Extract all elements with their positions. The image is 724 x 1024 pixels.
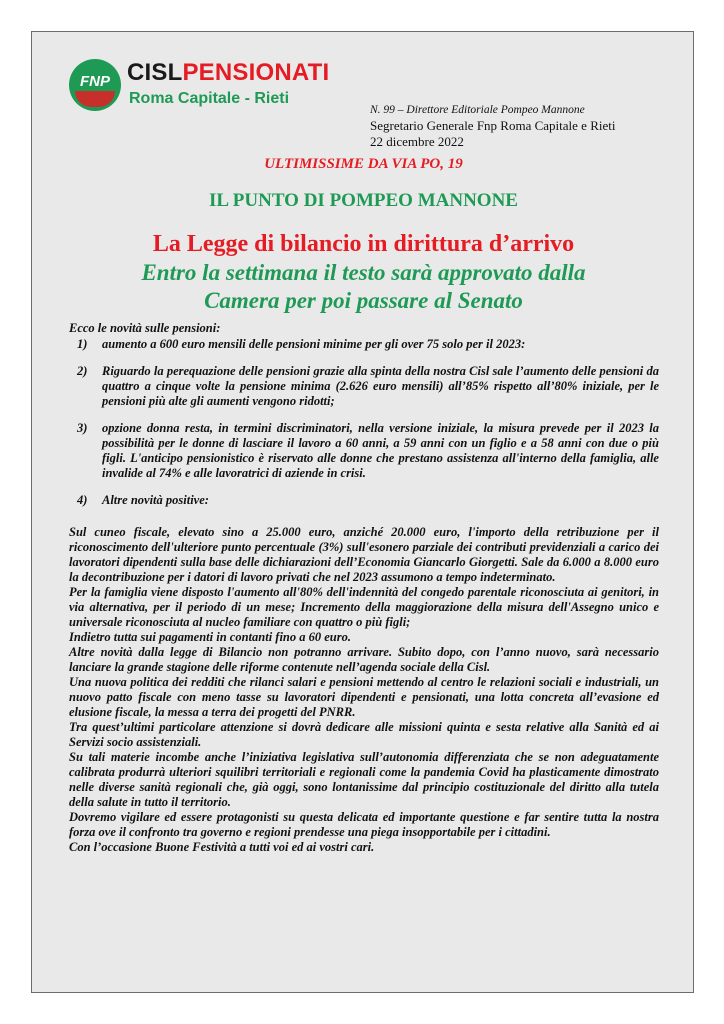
list-item-number: 4) [77,493,88,507]
list-item-text: Riguardo la perequazione delle pensioni grazie alla spinta della nostra Cisl sale l’aumento delle pensioni da quattro a cinque volte la pensione minima (2.626 euro mensili) all’85% rispetto all’80% iniziale, per le pensioni più alte gli aumenti vengono ridotti; [102,364,659,408]
issue-meta [370,102,615,150]
list-item-number: 3) [77,421,88,435]
subtitle-line-1: Entro la settimana il testo sarà approvato dalla [141,260,586,285]
logo-brand-cisl: CISL [127,59,183,86]
list-item-number: 1) [77,337,88,351]
paragraph: Altre novità dalla legge di Bilancio non potranno arrivare. Subito dopo, con l’anno nuovo, sarà necessario lanciare la grande stagione delle riforme contenute nell’agenda sociale della Cisl. [69,645,659,674]
paragraph: Una nuova politica dei redditi che rilanci salari e pensioni mettendo al centro le relazioni sociali e industriali, un nuovo patto fiscale con meno tasse su lavoratori dipendenti e pensionati, una lotta concreta all’evasione ed elusione fiscale, la messa a terra dei progetti del PNRR. [69,675,659,719]
document-page [31,31,694,993]
subtitle [32,259,695,315]
list-item-text: Altre novità positive: [102,493,209,507]
paragraph: Indietro tutta sui pagamenti in contanti fino a 60 euro. [69,630,352,644]
issue-date: 22 dicembre 2022 [370,134,464,149]
subtitle-line-2: Camera per poi passare al Senato [204,288,523,313]
paragraph: Per la famiglia viene disposto l'aumento all'80% dell'indennità del congedo parentale riconosciuta ai genitori, in via alternativa, per il periodo di un mese; Incremento della maggiorazione della misura dell'Assegno unico e universale riconosciuta al nucleo familiare con quattro o più figli; [69,585,659,629]
logo-brand [127,59,329,87]
list-item [69,421,659,481]
list-item [69,337,659,352]
list-item-text: opzione donna resta, in termini discriminatori, nella versione iniziale, la misura prevede per il 2023 la possibilità per le donne di lasciare il lavoro a 60 anni, a 59 anni con un figlio e a 58 anni con due o più figli. L'anticipo pensionistico è riservato alle donne che prestano assistenza all'interno della famiglia, alle invalide al 74% e alle lavoratrici di aziende in crisi. [102,421,659,480]
paragraph: Sul cuneo fiscale, elevato sino a 25.000 euro, anziché 20.000 euro, l'importo della retribuzione per il riconoscimento dell'ulteriore punto percentuale (3%) sull'esonero parziale dei contributi previdenziali a carico dei lavoratori dipendenti sulla base delle dichiarazioni dell’Economia Giancarlo Giorgetti. Sale da 6.000 a 8.000 euro la decontribuzione per i datori di lavoro privati che nel 2023 assumono a tempo indeterminato. [69,525,659,584]
list-item [69,493,659,508]
list-item-text: aumento a 600 euro mensili delle pensioni minime per gli over 75 solo per il 2023: [102,337,526,351]
list-item-number: 2) [77,364,88,378]
logo-badge-text: FNP [80,73,110,90]
article-paragraphs [69,525,659,855]
intro-text: Ecco le novità sulle pensioni: [69,321,221,335]
paragraph: Con l’occasione Buone Festività a tutti voi ed ai vostri cari. [69,840,375,854]
logo-subtitle: Roma Capitale - Rieti [129,90,290,107]
paragraph: Tra quest’ultimi particolare attenzione si dovrà dedicare alle missioni quinta e sesta relative alla Sanità ed ai Servizi socio assistenziali. [69,720,659,749]
pension-news-list [69,337,659,508]
column-heading: IL PUNTO DI POMPEO MANNONE [209,190,518,211]
paragraph: Dovremo vigilare ed essere protagonisti su questa delicata ed importante questione e far sentire tutta la nostra forza ove il confronto tra governo e regioni prendesse una piega insopportabile per i cittadini. [69,810,659,839]
author-role: Segretario Generale Fnp Roma Capitale e Rieti [370,118,616,133]
logo-brand-pensionati: PENSIONATI [182,59,330,86]
article-body [69,321,659,855]
paragraph: Su tali materie incombe anche l’iniziativa legislativa sull’autonomia differenziata che se non adeguatamente calibrata produrrà ulteriori squilibri territoriali e regionali come la pandemia Covid ha plasticamente dimostrato nelle diverse sanità regionali che, già oggi, sono lontanissime dal principio costituzionale del diritto alla tutela della salute in tutto il territorio. [69,750,659,809]
kicker-heading: ULTIMISSIME DA VIA PO, 19 [264,156,463,172]
issue-number: N. 99 – Direttore Editoriale Pompeo Mannone [370,104,585,116]
main-title: La Legge di bilancio in dirittura d’arrivo [152,231,575,257]
fnp-cisl-logo [69,59,330,115]
list-item [69,364,659,409]
